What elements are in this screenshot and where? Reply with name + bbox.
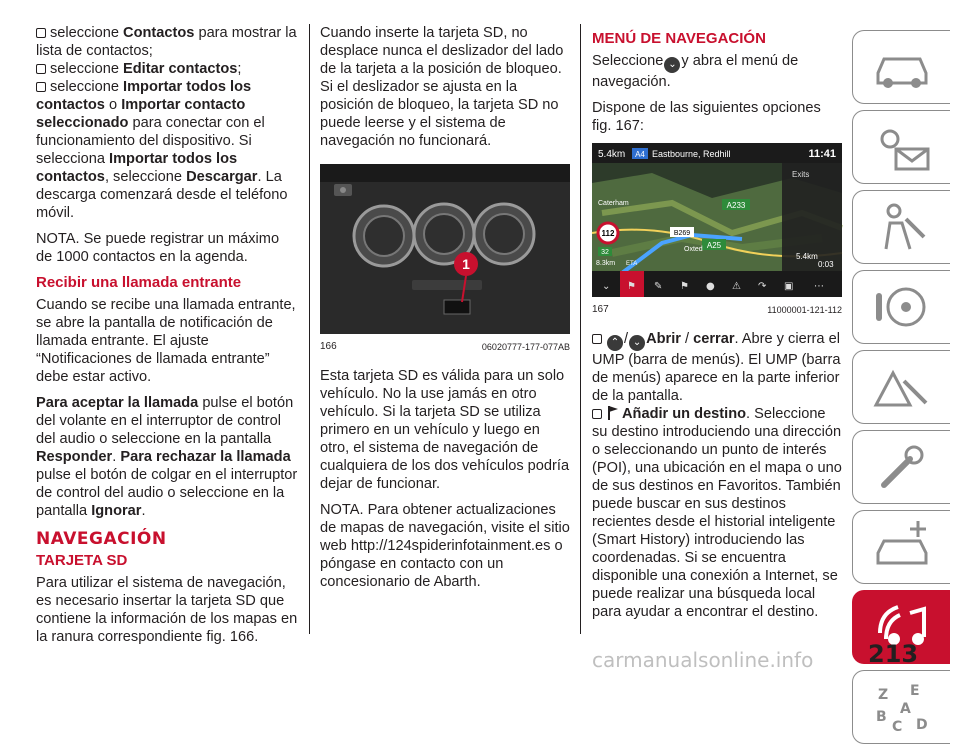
poi-icon[interactable]: ● (706, 281, 715, 292)
keyword: Responder (36, 449, 113, 465)
route-icon[interactable]: ✎ (654, 281, 663, 292)
road-label: A233 (726, 201, 746, 210)
reroute-icon[interactable]: ↷ (758, 281, 767, 292)
figure-number: 167 (592, 304, 609, 315)
tab-safety[interactable] (852, 190, 950, 264)
keyword: Contactos (123, 25, 195, 41)
light-mail-icon (870, 119, 934, 175)
column-3 (592, 24, 842, 629)
chevron-up-icon: ⌃ (607, 335, 623, 351)
keyword: Añadir un destino (622, 406, 747, 422)
car-icon (870, 39, 934, 95)
checkbox-bullet-icon (36, 82, 46, 92)
bullet-add-destination (592, 405, 842, 621)
add-destination-icon[interactable]: ⚑ (627, 281, 636, 292)
text: . La descarga comenzará desde el teléfono móvil. (36, 169, 288, 221)
traffic-icon[interactable]: ⚠ (732, 281, 741, 292)
figure-code: 06020777-177-077AB (481, 342, 570, 352)
column-1 (36, 24, 298, 654)
favorites-icon[interactable]: ⚑ (680, 281, 689, 292)
tab-index[interactable] (852, 670, 950, 744)
text: pulse el botón del volante en el interruptor de control del audio o seleccione en la pantalla (36, 395, 294, 447)
bottom-distance: 8.3km (596, 260, 616, 267)
keyword: Descargar (186, 169, 258, 185)
seatbelt-icon (870, 199, 934, 255)
figure-code: 11000001-121-112 (767, 305, 842, 315)
heading-sd-card: TARJETA SD (36, 552, 128, 569)
keyword: Importar contacto seleccionado (36, 97, 246, 131)
checkbox-bullet-icon (36, 28, 46, 38)
keyword: Para aceptar la llamada (36, 395, 199, 411)
heading-navigation: NAVEGACIÓN (36, 529, 167, 549)
text: o (109, 97, 118, 113)
menu-close-icon[interactable]: ⌄ (602, 281, 611, 292)
tab-maintenance[interactable] (852, 430, 950, 504)
column-divider (309, 24, 310, 634)
column-2 (320, 24, 570, 599)
road-label: B269 (673, 230, 691, 237)
place-label: Oxted (684, 246, 703, 253)
distance-readout: 5.4km (598, 149, 626, 160)
tab-emergency[interactable] (852, 350, 950, 424)
destination-flag-icon (606, 405, 620, 421)
heading-nav-menu: MENÚ DE NAVEGACIÓN (592, 30, 766, 47)
keyword: Abrir (646, 331, 681, 347)
warning-triangle-icon (870, 359, 934, 415)
alphabet-index-icon (870, 679, 934, 735)
exits-label: Exits (792, 170, 810, 179)
index-letter: E (909, 683, 920, 699)
clock: 11:41 (808, 148, 836, 160)
eta-label: ETA (626, 261, 638, 267)
page-number: 213 (868, 640, 919, 668)
column-divider (580, 24, 581, 634)
paragraph-incoming-call: Cuando se recibe una llamada entrante, se abre la pantalla de notificación de llamada entrante. El ajuste “Notificaciones de llamada entrante” debe estar activo. (36, 297, 296, 385)
tab-specifications[interactable] (852, 510, 950, 584)
road-label: 32 (601, 249, 609, 256)
road-number: A4 (635, 150, 645, 159)
bullet-importar (36, 78, 298, 222)
right-time: 0:03 (818, 260, 834, 269)
checkbox-bullet-icon (592, 409, 602, 419)
text: / (624, 331, 629, 347)
paragraph-sd-validity: Esta tarjeta SD es válida para un solo vehículo. No la use jamás en otro vehículo. Si la tarjeta SD se utiliza primero en un vehículo y luego en otro, el sistema de navegación de cualquiera de los dos vehículos podría dejar de funcionar. (320, 368, 570, 492)
bullet-open-close: ⌃ / ⌄ Abrir / cerrar. Abre y cierra el UMP (barra de menús). El UMP (barra de menús) aparece en la parte inferior de la pantalla. (592, 331, 841, 404)
street-name: Eastbourne, Redhill (652, 149, 731, 159)
text: , seleccione (104, 169, 183, 185)
nav-screen (592, 143, 842, 297)
steering-wheel-icon (870, 279, 934, 335)
paragraph-note-updates: NOTA. Para obtener actualizaciones de mapas de navegación, visite el sitio web http://124spiderinfotainment.es o póngase en contacto con un concesionario de Abarth. (320, 502, 570, 590)
index-letter: D (915, 717, 928, 733)
text: seleccione (50, 79, 119, 95)
view-3d-icon[interactable]: ▣ (784, 281, 794, 292)
watermark: carmanualsonline.info (592, 648, 814, 672)
index-letter: C (891, 719, 902, 735)
index-letter: B (875, 709, 887, 725)
text: Seleccione (592, 53, 664, 69)
tab-driving[interactable] (852, 270, 950, 344)
figure-166 (320, 164, 570, 353)
keyword: Importar todos los contactos (36, 151, 238, 185)
text: seleccione (50, 61, 119, 77)
checkbox-bullet-icon (592, 334, 602, 344)
text: seleccione (50, 25, 119, 41)
callout-1: 1 (462, 256, 470, 272)
text: . Seleccione su destino introduciendo una dirección o seleccionando un punto de interés (POI), una ubicación en el mapa o uno de sus destinos en Favoritos. También puede buscar en sus destinos recientes desde el historial inteligente (Smart History) introduciendo las coordenadas. Si se encuentra disponible una conexión a Internet, se puede realizar una búsqueda local para ayudar a encontrar el destino. (592, 406, 842, 620)
text: y abra el menú de navegación. (592, 53, 799, 90)
index-letter: Z (877, 687, 888, 703)
keyword: Para rechazar la llamada (120, 449, 291, 465)
figure-167 (592, 143, 842, 316)
checkbox-bullet-icon (36, 64, 46, 74)
paragraph-select-menu (592, 52, 842, 91)
bullet-contactos (36, 24, 298, 60)
place-label: Caterham (598, 200, 629, 207)
text: . Abre y cierra el UMP (barra de menús). El UMP (barra de menús) aparece en la parte inferior de la pantalla. (592, 331, 841, 404)
road-label: A25 (706, 241, 722, 250)
chevron-down-icon: ⌄ (664, 57, 680, 73)
text: ; (237, 61, 242, 77)
keyword: Ignorar (91, 503, 142, 519)
figure-caption (592, 304, 842, 316)
dashboard-photo (320, 164, 570, 334)
tab-vehicle[interactable] (852, 30, 950, 104)
car-specs-icon (870, 519, 934, 575)
text: pulse el botón de colgar en el interruptor de control del audio o seleccione en la pantalla (36, 467, 298, 519)
index-letter: A (899, 701, 911, 717)
keyword: Editar contactos (123, 61, 238, 77)
bullet-editar (36, 60, 298, 78)
paragraph-accept-reject: Para aceptar la llamada pulse el botón del volante en el interruptor de control del audio o seleccione en la pantalla Responder. Para rechazar la llamada pulse el botón de colgar en el interruptor de control del audio o seleccione en la pantalla Ignorar. (36, 395, 298, 519)
speed-limit: 112 (601, 229, 615, 238)
chevron-down-icon: ⌄ (629, 335, 645, 351)
figure-number: 166 (320, 341, 337, 352)
text: para conectar con el funcionamiento del dispositivo. Si selecciona (36, 115, 265, 167)
tab-lights-warnings[interactable] (852, 110, 950, 184)
note-contacts: NOTA. Se puede registrar un máximo de 1000 contactos en la agenda. (36, 231, 280, 265)
paragraph-sd-card: Para utilizar el sistema de navegación, es necesario insertar la tarjeta SD que contiene la información de los mapas en la ranura correspondiente fig. 166. (36, 575, 298, 645)
wrench-icon (870, 439, 934, 495)
heading-incoming-call: Recibir una llamada entrante (36, 274, 242, 291)
paragraph-sd-insert: Cuando inserte la tarjeta SD, no desplace nunca el deslizador del lado de la tarjeta a la posición de bloqueo. Si el deslizador se ajusta en la posición de bloqueo, la tarjeta SD no puede leerse y el sistema de navegación no funcionará. (320, 25, 564, 149)
keyword: Importar todos los contactos (36, 79, 252, 113)
text: para mostrar la lista de contactos; (36, 25, 297, 59)
more-icon[interactable]: ⋯ (814, 281, 824, 292)
keyword: cerrar (693, 331, 735, 347)
paragraph-options: Dispone de las siguientes opciones fig. 167: (592, 100, 821, 134)
right-distance: 5.4km (796, 252, 818, 261)
figure-caption (320, 341, 570, 353)
